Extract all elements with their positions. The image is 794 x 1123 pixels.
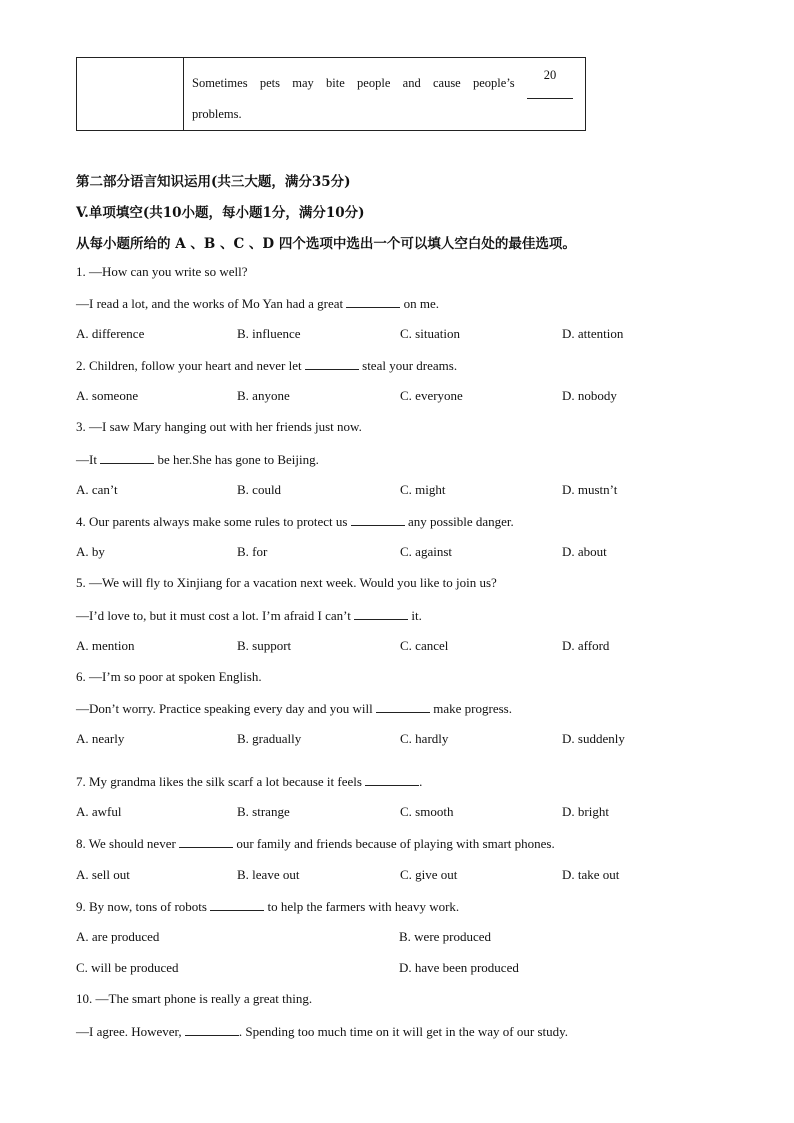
question-8-line: 8. We should never our family and friends because of playing with smart phones. xyxy=(76,836,555,851)
question-3-answer-line: —It be her.She has gone to Beijing. xyxy=(76,452,319,467)
option-d: D. suddenly xyxy=(562,731,625,746)
option-c: C. against xyxy=(400,544,452,559)
option-a: A. can’t xyxy=(76,482,118,497)
option-b: B. leave out xyxy=(237,867,300,882)
question-4-options xyxy=(76,544,716,562)
question-3-options xyxy=(76,482,716,500)
question-4-line: 4. Our parents always make some rules to protect us any possible danger. xyxy=(76,514,514,529)
option-c: C. might xyxy=(400,482,446,497)
option-b: B. gradually xyxy=(237,731,302,746)
answer-blank xyxy=(210,898,264,911)
option-c: C. hardly xyxy=(400,731,449,746)
question-1-options xyxy=(76,326,716,344)
blank-20: 20 xyxy=(527,68,573,99)
table-line-1: Sometimes pets may bite people and cause people’s 20 xyxy=(192,68,573,99)
option-a: A. someone xyxy=(76,388,139,403)
table-text-cell xyxy=(184,58,586,131)
question-5-options xyxy=(76,638,716,656)
answer-blank xyxy=(185,1023,239,1036)
section-title: V.单项填空(共10小题，每小题1分，满分10分) xyxy=(76,205,365,221)
answer-blank xyxy=(351,513,405,526)
question-6-options xyxy=(76,731,716,749)
answer-blank xyxy=(305,357,359,370)
answer-blank xyxy=(354,607,408,620)
option-c: C. everyone xyxy=(400,388,463,403)
table-line-2: problems. xyxy=(192,107,242,121)
option-d: D. nobody xyxy=(562,388,617,403)
question-8-options xyxy=(76,867,716,885)
answer-blank xyxy=(346,295,400,308)
question-2-options xyxy=(76,388,716,406)
option-d: D. attention xyxy=(562,326,624,341)
option-d: D. have been produced xyxy=(399,960,519,975)
option-a: A. awful xyxy=(76,804,122,819)
option-a: A. are produced xyxy=(76,929,160,944)
option-a: A. nearly xyxy=(76,731,125,746)
option-a: A. sell out xyxy=(76,867,130,882)
option-b: B. could xyxy=(237,482,282,497)
option-d: D. bright xyxy=(562,804,609,819)
question-6-answer-line: —Don’t worry. Practice speaking every day and you will make progress. xyxy=(76,701,512,716)
option-c: C. smooth xyxy=(400,804,454,819)
option-a: A. difference xyxy=(76,326,145,341)
option-d: D. afford xyxy=(562,638,610,653)
answer-blank xyxy=(179,835,233,848)
option-d: D. take out xyxy=(562,867,620,882)
answer-table xyxy=(76,57,586,131)
table-empty-cell xyxy=(77,58,184,131)
question-10-answer-line: —I agree. However, . Spending too much time on it will get in the way of our study. xyxy=(76,1024,569,1039)
answer-blank xyxy=(100,451,154,464)
option-b: B. influence xyxy=(237,326,301,341)
option-c: C. cancel xyxy=(400,638,449,653)
question-3-line: 3. —I saw Mary hanging out with her friends just now. xyxy=(76,419,362,434)
question-9-options-row-1 xyxy=(76,929,716,947)
answer-blank xyxy=(365,773,419,786)
option-a: A. by xyxy=(76,544,105,559)
option-b: B. strange xyxy=(237,804,290,819)
option-c: C. will be produced xyxy=(76,960,179,975)
option-c: C. situation xyxy=(400,326,460,341)
option-d: D. about xyxy=(562,544,607,559)
question-10-line: 10. —The smart phone is really a great thing. xyxy=(76,991,313,1006)
question-9-options-row-2 xyxy=(76,960,716,978)
option-b: B. were produced xyxy=(399,929,492,944)
question-1-line: 1. —How can you write so well? xyxy=(76,264,248,279)
question-9-line: 9. By now, tons of robots to help the farmers with heavy work. xyxy=(76,899,460,914)
option-d: D. mustn’t xyxy=(562,482,618,497)
answer-blank xyxy=(376,700,430,713)
question-7-line: 7. My grandma likes the silk scarf a lot because it feels . xyxy=(76,774,423,789)
option-a: A. mention xyxy=(76,638,135,653)
option-b: B. anyone xyxy=(237,388,290,403)
question-2-line: 2. Children, follow your heart and never let steal your dreams. xyxy=(76,358,458,373)
question-1-answer-line: —I read a lot, and the works of Mo Yan had a great on me. xyxy=(76,296,440,311)
question-5-line: 5. —We will fly to Xinjiang for a vacation next week. Would you like to join us? xyxy=(76,575,497,590)
question-7-options xyxy=(76,804,716,822)
option-b: B. for xyxy=(237,544,268,559)
option-b: B. support xyxy=(237,638,292,653)
option-c: C. give out xyxy=(400,867,458,882)
part-title: 第二部分语言知识运用(共三大题，满分35分) xyxy=(76,174,351,190)
instruction: 从每小题所给的 A 、B 、C 、D 四个选项中选出一个可以填人空白处的最佳选项。 xyxy=(76,236,576,252)
question-6-line: 6. —I’m so poor at spoken English. xyxy=(76,669,262,684)
question-5-answer-line: —I’d love to, but it must cost a lot. I’m afraid I can’t it. xyxy=(76,608,422,623)
